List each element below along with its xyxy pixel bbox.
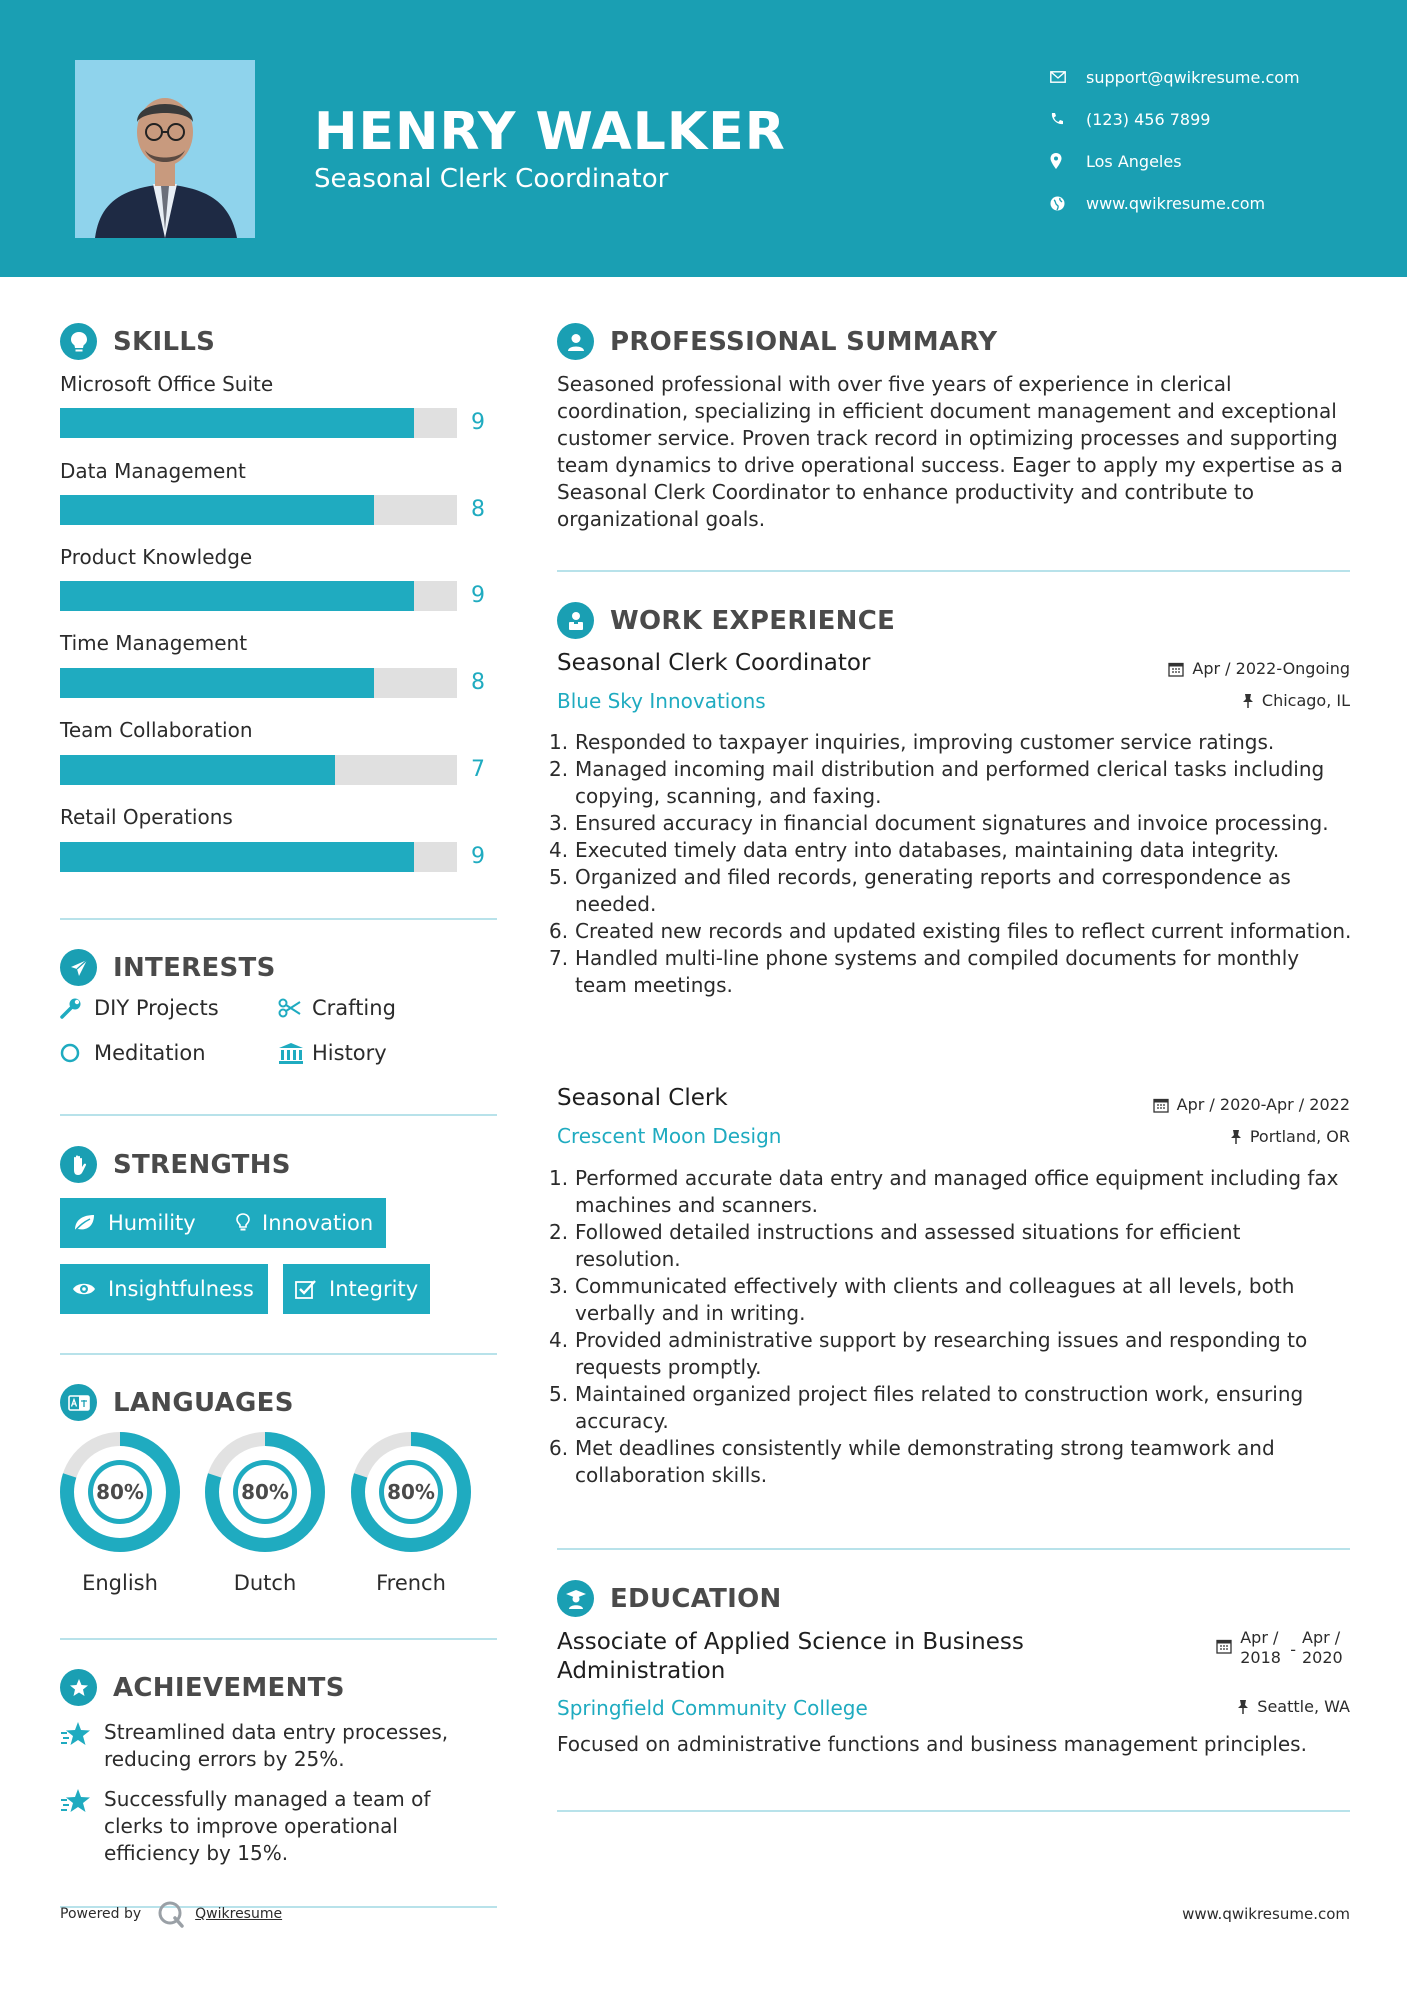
strength-tag bbox=[60, 1198, 247, 1248]
job-location-text: Chicago, IL bbox=[1261, 691, 1350, 710]
skill-label: Time Management bbox=[60, 631, 248, 655]
strength-label: Humility bbox=[108, 1211, 196, 1235]
language-percent: 80% bbox=[387, 1480, 435, 1504]
job-date-text: Apr / 2020-Apr / 2022 bbox=[1176, 1095, 1350, 1114]
strengths-title: STRENGTHS bbox=[113, 1149, 291, 1180]
education-title: EDUCATION bbox=[610, 1583, 782, 1614]
language-percent: 80% bbox=[96, 1480, 144, 1504]
qwikresume-logo-icon bbox=[157, 1900, 185, 1928]
language-item bbox=[204, 1431, 326, 1595]
job-bullets bbox=[549, 1165, 1352, 1489]
profile-photo bbox=[75, 60, 255, 238]
skill-value: 9 bbox=[471, 410, 485, 435]
star-badge-icon bbox=[60, 1669, 97, 1706]
strength-label: Innovation bbox=[262, 1211, 374, 1235]
skill-label: Data Management bbox=[60, 459, 246, 483]
list-item: 1. Performed accurate data entry and managed office equipment including fax machines and scanners. bbox=[549, 1166, 1339, 1217]
language-ring bbox=[350, 1431, 472, 1553]
skill-label: Product Knowledge bbox=[60, 545, 253, 569]
language-item bbox=[350, 1431, 472, 1595]
skill-bar-fill bbox=[60, 668, 374, 698]
achievement-text: Successfully managed a team of clerks to improve operational efficiency by 15%. bbox=[104, 1787, 431, 1865]
interests-title: INTERESTS bbox=[113, 952, 276, 983]
powered-by-text: Powered by bbox=[60, 1906, 142, 1922]
summary-heading bbox=[557, 323, 997, 360]
skill-bar bbox=[60, 581, 457, 611]
education-description: Focused on administrative functions and business management principles. bbox=[557, 1732, 1307, 1756]
contact-location-text: Los Angeles bbox=[1086, 151, 1182, 171]
list-item: 6. Met deadlines consistently while demonstrating strong teamwork and collaboration skills. bbox=[549, 1436, 1275, 1487]
job-location bbox=[1230, 1127, 1350, 1146]
job-date bbox=[1153, 1095, 1350, 1114]
education-location-text: Seattle, WA bbox=[1257, 1697, 1350, 1716]
language-card-icon bbox=[60, 1384, 97, 1421]
interest-label: DIY Projects bbox=[94, 996, 219, 1020]
user-icon bbox=[557, 323, 594, 360]
candidate-name: HENRY WALKER bbox=[314, 102, 786, 162]
candidate-role: Seasonal Clerk Coordinator bbox=[314, 164, 669, 194]
section-divider bbox=[557, 1810, 1350, 1812]
strength-tag bbox=[224, 1198, 386, 1248]
list-item: 2. Followed detailed instructions and assessed situations for efficient resolution. bbox=[549, 1220, 1241, 1271]
skill-bar-fill bbox=[60, 755, 335, 785]
education-date-separator: - bbox=[1290, 1640, 1296, 1659]
skill-bar-fill bbox=[60, 581, 414, 611]
skill-bar-fill bbox=[60, 495, 374, 525]
skill-bar bbox=[60, 408, 457, 438]
job-date-text: Apr / 2022-Ongoing bbox=[1192, 659, 1350, 678]
star-icon bbox=[60, 1786, 104, 1867]
scissors-icon bbox=[278, 998, 312, 1018]
skill-value: 8 bbox=[471, 497, 485, 522]
contact-website-text: www.qwikresume.com bbox=[1086, 193, 1266, 213]
pushpin-icon bbox=[1230, 1129, 1242, 1145]
paper-plane-icon bbox=[60, 949, 97, 986]
strength-tag bbox=[60, 1264, 268, 1314]
skills-title: SKILLS bbox=[113, 326, 216, 357]
education-location bbox=[1237, 1697, 1350, 1716]
circle-icon bbox=[60, 1042, 94, 1064]
strength-label: Integrity bbox=[329, 1277, 419, 1301]
list-item: 7. Handled multi-line phone systems and compiled documents for monthly team meetings. bbox=[549, 946, 1300, 997]
list-item: 6. Created new records and updated existing files to reflect current information. bbox=[549, 919, 1352, 943]
museum-icon bbox=[278, 1042, 312, 1064]
contact-website[interactable] bbox=[1050, 182, 1300, 224]
interest-item bbox=[60, 1041, 206, 1065]
list-item: 2. Managed incoming mail distribution and performed clerical tasks including copying, scanning, and faxing. bbox=[549, 757, 1325, 808]
job-title: Seasonal Clerk Coordinator bbox=[557, 650, 871, 676]
list-item: 3. Communicated effectively with clients and colleagues at all levels, both verbally and in writing. bbox=[549, 1274, 1295, 1325]
briefcase-user-icon bbox=[557, 602, 594, 639]
company-name: Blue Sky Innovations bbox=[557, 689, 766, 713]
leaf-icon bbox=[72, 1213, 96, 1233]
company-name: Crescent Moon Design bbox=[557, 1124, 782, 1148]
list-item: 3. Ensured accuracy in financial document signatures and invoice processing. bbox=[549, 811, 1329, 835]
interest-item bbox=[60, 996, 219, 1020]
section-divider bbox=[60, 1114, 497, 1116]
skill-bar-fill bbox=[60, 842, 414, 872]
section-divider bbox=[60, 918, 497, 920]
education-date-end: Apr / 2020 bbox=[1302, 1628, 1343, 1667]
school-name: Springfield Community College bbox=[557, 1696, 868, 1720]
list-item: 4. Executed timely data entry into databases, maintaining data integrity. bbox=[549, 838, 1280, 862]
achievements-heading bbox=[60, 1669, 345, 1706]
pushpin-icon bbox=[1237, 1699, 1249, 1715]
contact-info bbox=[1050, 56, 1300, 224]
section-divider bbox=[557, 1548, 1350, 1550]
skill-bar bbox=[60, 755, 457, 785]
language-item bbox=[59, 1431, 181, 1595]
interest-label: Crafting bbox=[312, 996, 396, 1020]
wrench-icon bbox=[60, 997, 94, 1019]
skill-value: 7 bbox=[471, 757, 485, 782]
summary-text: Seasoned professional with over five years of experience in clerical coordination, specializing in efficient document management and exceptional customer service. Proven track record in optimizing processes and supporting team dynamics to drive operational success. Eager to apply my expertise as a Seasonal Clerk Coordinator to enhance productivity and contribute to organizational goals. bbox=[557, 372, 1343, 531]
achievement-item bbox=[60, 1719, 484, 1773]
eye-icon bbox=[72, 1281, 96, 1297]
interest-item bbox=[278, 996, 396, 1020]
section-divider bbox=[60, 1353, 497, 1355]
calendar-icon bbox=[1168, 661, 1184, 677]
language-ring bbox=[204, 1431, 326, 1553]
job-location bbox=[1242, 691, 1350, 710]
contact-email[interactable] bbox=[1050, 56, 1300, 98]
experience-heading bbox=[557, 602, 895, 639]
lightbulb-icon bbox=[60, 323, 97, 360]
summary-title: PROFESSIONAL SUMMARY bbox=[610, 326, 998, 357]
language-label: English bbox=[82, 1571, 158, 1595]
skill-value: 8 bbox=[471, 670, 485, 695]
list-item: 5. Maintained organized project files related to construction work, ensuring accuracy. bbox=[549, 1382, 1304, 1433]
education-date-start: Apr / 2018 bbox=[1240, 1628, 1281, 1667]
languages-title: LANGUAGES bbox=[113, 1387, 294, 1418]
language-ring bbox=[59, 1431, 181, 1553]
job-date bbox=[1168, 659, 1350, 678]
list-item: 1. Responded to taxpayer inquiries, improving customer service ratings. bbox=[549, 730, 1275, 754]
graduate-icon bbox=[557, 1580, 594, 1617]
strengths-heading bbox=[60, 1146, 291, 1183]
interest-label: Meditation bbox=[94, 1041, 206, 1065]
skill-label: Microsoft Office Suite bbox=[60, 372, 274, 396]
degree-title: Associate of Applied Science in Business Administration bbox=[557, 1629, 1024, 1684]
calendar-icon bbox=[1153, 1097, 1169, 1113]
contact-phone[interactable] bbox=[1050, 98, 1300, 140]
strength-tag bbox=[283, 1264, 430, 1314]
skill-label: Retail Operations bbox=[60, 805, 233, 829]
achievement-text: Streamlined data entry processes, reducing errors by 25%. bbox=[104, 1720, 449, 1771]
education-date bbox=[1216, 1628, 1350, 1668]
achievements-title: ACHIEVEMENTS bbox=[113, 1672, 345, 1703]
experience-title: WORK EXPERIENCE bbox=[610, 605, 896, 636]
calendar-icon bbox=[1216, 1638, 1232, 1654]
check-square-icon bbox=[295, 1279, 317, 1299]
brand-link[interactable]: Qwikresume bbox=[195, 1906, 283, 1922]
globe-icon bbox=[1050, 196, 1086, 211]
footer-powered-by bbox=[60, 1900, 282, 1928]
resume-header bbox=[0, 0, 1407, 277]
hand-icon bbox=[60, 1146, 97, 1183]
interest-label: History bbox=[312, 1041, 387, 1065]
skill-bar-fill bbox=[60, 408, 414, 438]
footer-website[interactable]: www.qwikresume.com bbox=[1182, 1905, 1350, 1923]
contact-phone-text: (123) 456 7899 bbox=[1086, 109, 1211, 129]
contact-email-text: support@qwikresume.com bbox=[1086, 67, 1300, 87]
list-item: 4. Provided administrative support by researching issues and responding to requests promptly. bbox=[549, 1328, 1308, 1379]
education-heading bbox=[557, 1580, 782, 1617]
language-label: French bbox=[376, 1571, 446, 1595]
section-divider bbox=[557, 570, 1350, 572]
star-icon bbox=[60, 1719, 104, 1773]
language-percent: 80% bbox=[241, 1480, 289, 1504]
list-item: 5. Organized and filed records, generating reports and correspondence as needed. bbox=[549, 865, 1291, 916]
skill-label: Team Collaboration bbox=[60, 718, 253, 742]
job-title: Seasonal Clerk bbox=[557, 1085, 728, 1111]
pushpin-icon bbox=[1242, 693, 1254, 709]
skill-value: 9 bbox=[471, 583, 485, 608]
language-label: Dutch bbox=[233, 1571, 297, 1595]
skill-bar bbox=[60, 842, 457, 872]
lightbulb-icon bbox=[236, 1213, 250, 1233]
skill-value: 9 bbox=[471, 844, 485, 869]
interest-item bbox=[278, 1041, 387, 1065]
interests-heading bbox=[60, 949, 276, 986]
phone-icon bbox=[1050, 112, 1086, 126]
languages-heading bbox=[60, 1384, 294, 1421]
location-pin-icon bbox=[1050, 153, 1086, 169]
strength-label: Insightfulness bbox=[108, 1277, 254, 1301]
envelope-icon bbox=[1050, 71, 1086, 83]
section-divider bbox=[60, 1638, 497, 1640]
skill-bar bbox=[60, 668, 457, 698]
job-bullets bbox=[549, 729, 1352, 999]
job-location-text: Portland, OR bbox=[1249, 1127, 1350, 1146]
skills-heading bbox=[60, 323, 215, 360]
contact-location bbox=[1050, 140, 1300, 182]
skill-bar bbox=[60, 495, 457, 525]
achievement-item bbox=[60, 1786, 484, 1867]
